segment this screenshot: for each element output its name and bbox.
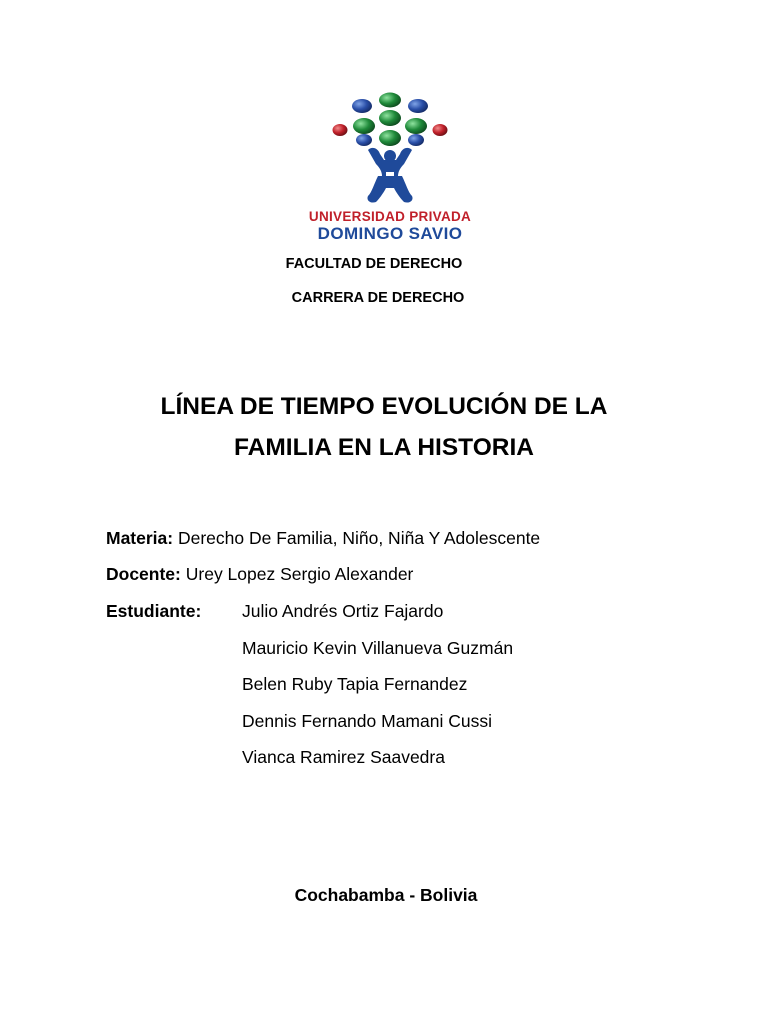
materia-row xyxy=(106,528,540,549)
student-name: Mauricio Kevin Villanueva Guzmán xyxy=(242,637,514,658)
university-name-line1: UNIVERSIDAD PRIVADA xyxy=(308,209,472,224)
document-title xyxy=(84,386,684,468)
student-list xyxy=(242,601,513,784)
title-line2: FAMILIA EN LA HISTORIA xyxy=(234,434,534,461)
student-name: Julio Andrés Ortiz Fajardo xyxy=(242,601,444,621)
student-name: Dennis Fernando Mamani Cussi xyxy=(242,710,492,731)
estudiante-row xyxy=(106,601,201,622)
university-name-line2: DOMINGO SAVIO xyxy=(317,224,463,243)
location: Cochabamba - Bolivia xyxy=(294,885,478,905)
docente-label: Docente: xyxy=(106,564,181,584)
estudiante-label: Estudiante: xyxy=(106,601,202,621)
student-name: Vianca Ramirez Saavedra xyxy=(242,747,445,768)
student-name: Belen Ruby Tapia Fernandez xyxy=(242,674,468,695)
materia-value: Derecho De Familia, Niño, Niña Y Adolescente xyxy=(177,528,541,548)
faculty-heading: FACULTAD DE DERECHO xyxy=(285,256,463,272)
docente-row xyxy=(106,564,413,585)
career-heading: CARRERA DE DERECHO xyxy=(291,290,465,306)
title-line1: LÍNEA DE TIEMPO EVOLUCIÓN DE LA xyxy=(160,393,608,420)
materia-label: Materia: xyxy=(106,528,174,548)
docente-value: Urey Lopez Sergio Alexander xyxy=(185,564,414,584)
